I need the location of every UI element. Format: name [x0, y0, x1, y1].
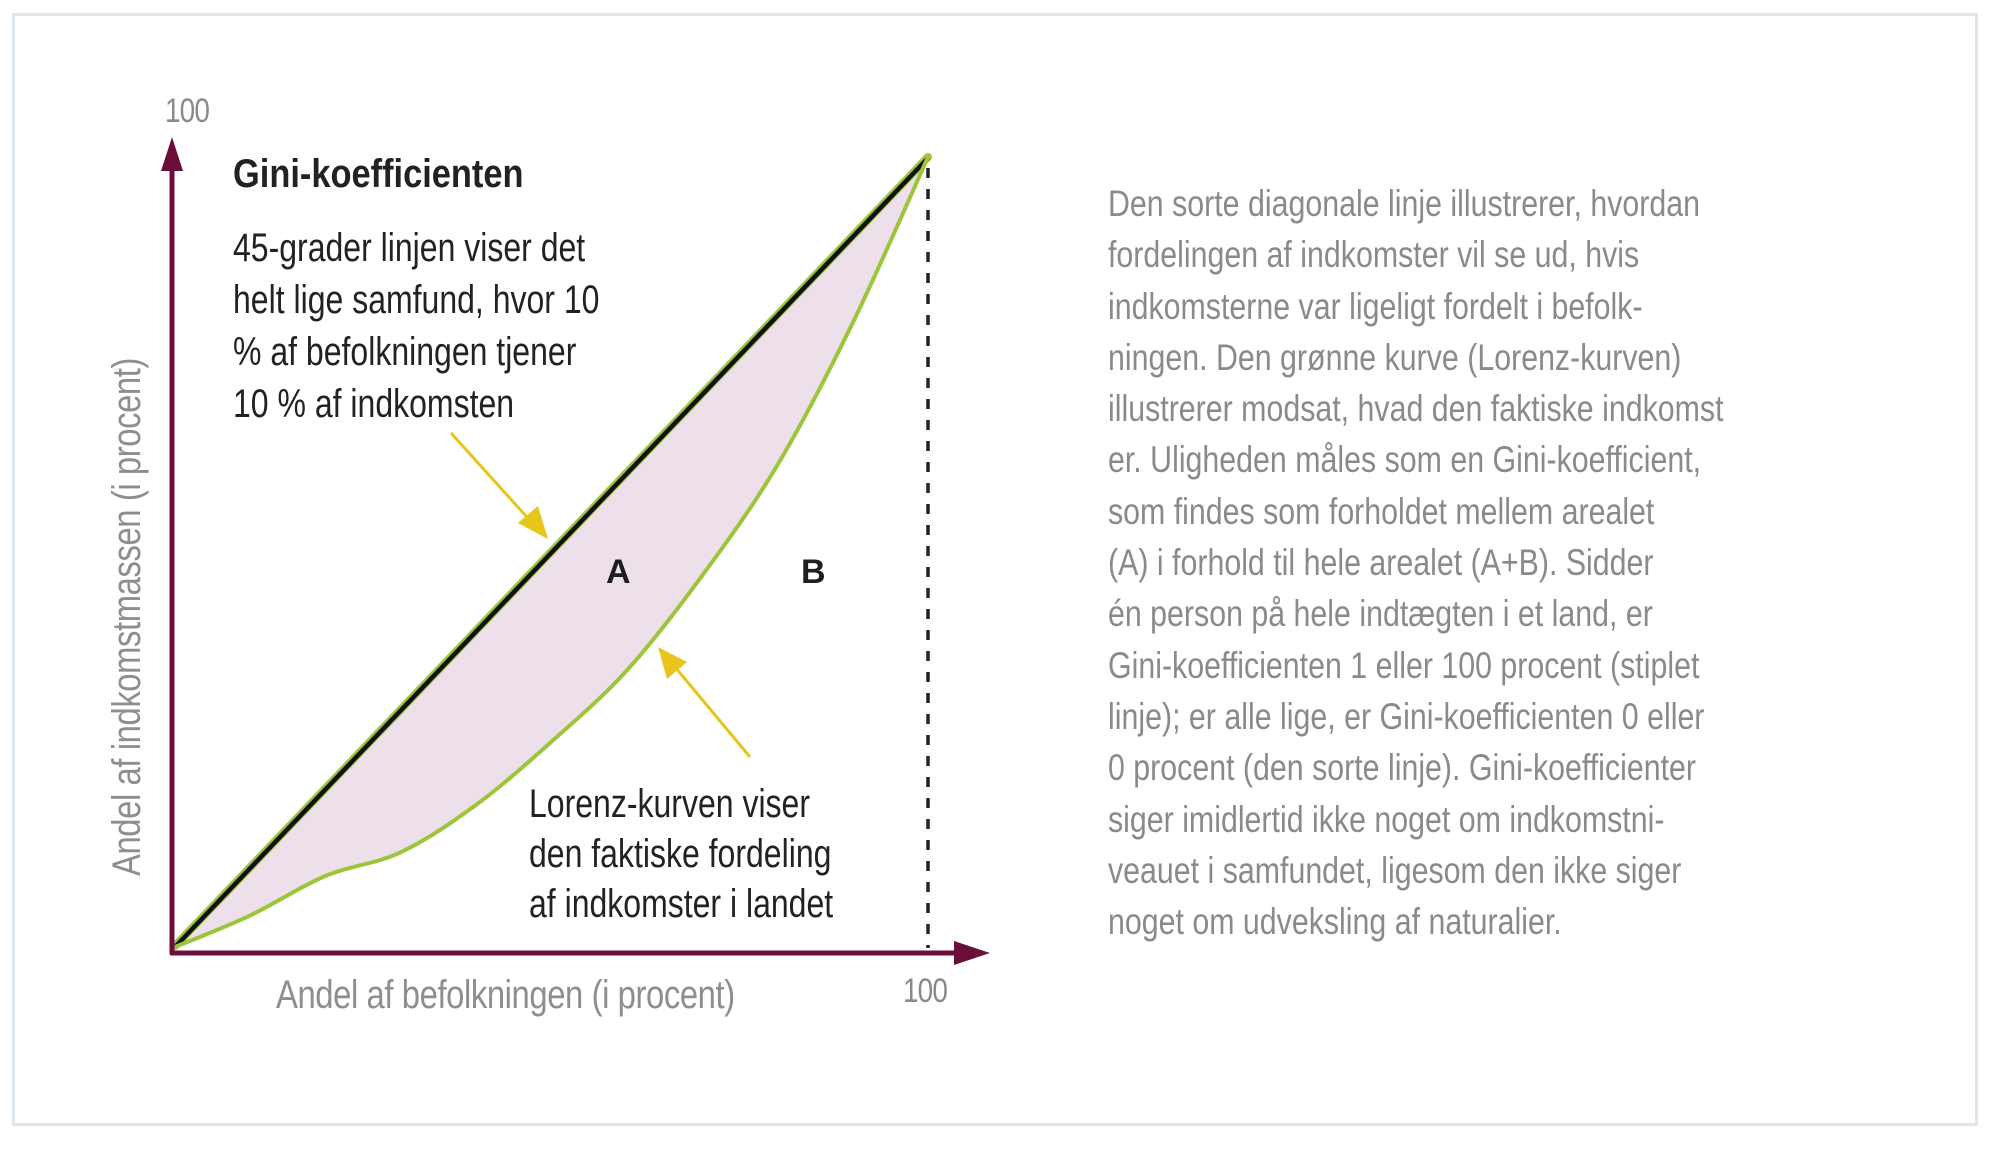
equality-note	[233, 222, 599, 430]
description-paragraph	[1108, 178, 1723, 947]
description-line: indkomsterne var ligeligt fordelt i befolk-	[1108, 285, 1643, 327]
description-line: 0 procent (den sorte linje). Gini-koefficienter	[1108, 747, 1696, 789]
description-line: illustrerer modsat, hvad den faktiske indkomst	[1108, 388, 1724, 430]
description-line: noget om udveksling af naturalier.	[1108, 901, 1562, 943]
description-line: ningen. Den grønne kurve (Lorenz-kurven)	[1108, 336, 1682, 378]
lorenz-note-line: den faktiske fordeling	[529, 832, 832, 876]
description-line: veauet i samfundet, ligesom den ikke siger	[1108, 849, 1682, 891]
equality-note-line: % af befolkningen tjener	[233, 330, 577, 374]
description-line: som findes som forholdet mellem arealet	[1108, 490, 1655, 532]
description-line: (A) i forhold til hele arealet (A+B). Sidder	[1108, 542, 1654, 584]
description-line: fordelingen af indkomster vil se ud, hvis	[1108, 234, 1640, 276]
x-axis-arrow-icon	[954, 941, 990, 965]
equality-annotation-arrow	[451, 433, 535, 526]
lorenz-annotation-arrow	[670, 661, 750, 757]
equality-note-line: 10 % af indkomsten	[233, 382, 515, 426]
equality-note-line: helt lige samfund, hvor 10	[233, 278, 600, 322]
figure-title: Gini-koefficienten	[233, 152, 524, 196]
equality-note-line: 45-grader linjen viser det	[233, 226, 586, 270]
description-line: Den sorte diagonale linje illustrerer, hvordan	[1108, 183, 1700, 224]
description-line: siger imidlertid ikke noget om indkomstni-	[1108, 798, 1665, 840]
region-b-label: B	[801, 553, 826, 591]
lorenz-note-line: af indkomster i landet	[529, 882, 834, 926]
description-line: linje); er alle lige, er Gini-koefficienten 0 eller	[1108, 695, 1705, 737]
x-axis-max-label: 100	[903, 972, 948, 1010]
lorenz-note-line: Lorenz-kurven viser	[529, 782, 810, 826]
description-line: er. Uligheden måles som en Gini-koefficient,	[1108, 439, 1702, 481]
region-a-label: A	[606, 553, 631, 591]
description-line: én person på hele indtægten i et land, er	[1108, 593, 1653, 635]
x-axis-label: Andel af befolkningen (i procent)	[276, 973, 735, 1017]
description-line: Gini-koefficienten 1 eller 100 procent (stiplet	[1108, 644, 1700, 686]
y-axis-label: Andel af indkomstmassen (i procent)	[105, 358, 149, 877]
lorenz-note	[529, 779, 833, 929]
y-axis-arrow-icon	[161, 137, 183, 171]
y-axis-max-label: 100	[165, 92, 210, 130]
